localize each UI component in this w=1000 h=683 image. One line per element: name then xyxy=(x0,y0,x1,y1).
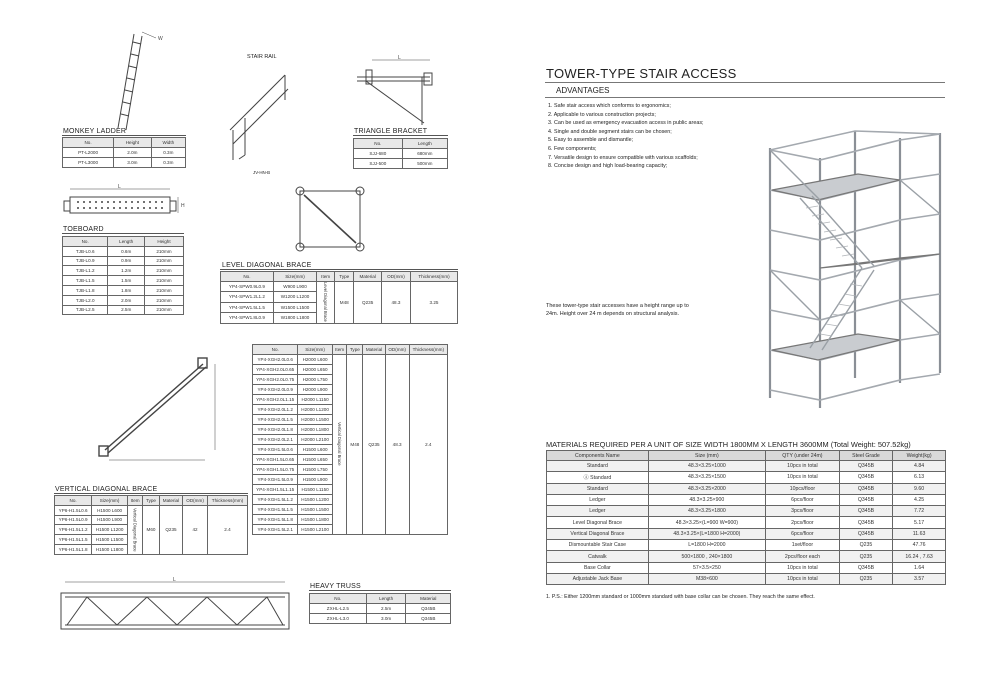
table-row: Base Collar 57×3.5×250 10pcs in total Q345B 1.64 xyxy=(547,562,946,573)
table-row: Standard 48.3×3.25×1000 10pcs in total Q345B 4.84 xyxy=(547,461,946,472)
triangle-bracket-drawing xyxy=(352,55,442,130)
stair-rail-code: JV-HN-B xyxy=(253,170,271,175)
heavy-truss-table: No. Length Material ZXHL-L2.5 2.5m Q345B ZXHL-L3.0 3.0m Q345B xyxy=(309,593,451,624)
toeboard-label: TOEBOARD xyxy=(63,226,104,233)
toeboard-l-label: L xyxy=(118,184,121,190)
advantages-label: ADVANTAGES xyxy=(556,86,610,95)
level-diagonal-label: LEVEL DIAGONAL BRACE xyxy=(222,262,312,269)
level-diagonal-table: No. Size(mm) Item Type Material OD(mm) Thickness(mm) YP4-SPW0.9L0.9 W900 L900 Level Diagonal Brace M48 Q235 48.3 3.25 YP4-SPW1.2L1.2 W1200 L1200 YP4-SPW1.5L1.5 W1500 L1500 YP4-SPW1.8L0.9 W1800 L1800 xyxy=(220,271,458,324)
triangle-bracket-label: TRIANGLE BRACKET xyxy=(354,128,428,135)
monkey-ladder-label: MONKEY LADDER xyxy=(63,128,127,135)
table-row: Standard 48.3×3.25×2000 10pcs/floor Q345B 9.60 xyxy=(547,483,946,494)
table-row: Level Diagonal Brace 48.3×3.25×(L=900 W=900) 2pcs/floor Q345B 5.17 xyxy=(547,517,946,528)
advantage-item: 7. Versatile design to ensure compatible with various scaffolds; xyxy=(548,154,698,161)
monkey-ladder-table: No. Height Width PT-L2000 2.0m 0.3m PT-L3000 3.0m 0.3m xyxy=(62,137,186,168)
ladder-w-label: W xyxy=(158,36,163,42)
advantage-item: 8. Concise design and high load-bearing capacity; xyxy=(548,163,668,170)
table-row: Ledger 48.3×3.25×900 6pcs/floor Q345B 4.25 xyxy=(547,494,946,505)
table-row: Adjustable Jack Base M38×600 10pcs in total Q235 3.57 xyxy=(547,573,946,584)
tower-scaffold-image xyxy=(750,128,950,413)
toeboard-drawing xyxy=(62,183,192,223)
vertical-diagonal-table: No. Size(mm) Item Type Material OD(mm) Thickness(mm) YP6-H1.5L0.6 H1500 L600 Vertical Diagonal Brace M60 Q235 42 2.4 YP6-H1.5L0.9 H1500 L900 YP6-H1.5L1.2 H1500 L1200 YP6-H1.5L1.5 H1500 L1500 YP6-H1.5L1.8 H1500 L1800 xyxy=(54,495,248,555)
level-diagonal-drawing xyxy=(290,183,370,255)
vertical-diagonal-big-table: No. Size(mm) Item Type Material OD(mm) Thickness(mm) YP4-XGH2.0L0.6 H2000 L600 Vertical Diagonal Brace M48 Q235 48.3 2.4 YP4-XGH2.0L0.65 H2000 L650 YP4-XGH2.0L0.75 H2000 L750 YP4-XGH2.0L0.9 H2000 L900 YP4-XGH2.0L1.15 H2000 L1150 YP4-XGH2.0L1.2 H2000 L1200 YP4-XGH2.0L1.5 H2000 L1500 YP4-XGH2.0L1.8 H2000 L1800 YP4-XGH2.0L2.1 H2000 L2100 YP4-XGH1.5L0.6 H1500 L600 YP4-XGH1.5L0.65 H1500 L650 YP4-XGH1.5L0.75 H1500 L750 YP4-XGH1.5L0.9 H1500 L900 YP4-XGH1.5L1.15 H1500 L1150 YP4-XGH1.5L1.2 H1500 L1200 YP4-XGH1.5L1.5 H1500 L1500 YP4-XGH1.5L1.8 H1500 L1800 YP4-XGH1.5L2.1 H1500 L2100 xyxy=(252,344,448,535)
toeboard-table: No. Length Height TJB-L0.6 0.6m 210mm TJB-L0.9 0.9m 210mm TJB-L1.2 1.2m 210mm TJB-L1.5 1.5m 210mm TJB-L1.8 1.8m 210mm TJB-L2.0 2.0m 210mm TJB-L2.5 2.5m 210mm xyxy=(62,236,184,315)
triangle-bracket-table: No. Length SJJ-680 680mm SJJ-500 500mm xyxy=(353,138,448,169)
advantage-item: 4. Single and double segment stairs can be chosen; xyxy=(548,128,672,135)
materials-table: Components Name Size (mm) QTY (under 24m) Steel Grade Weight(kg) Standard 48.3×3.25×1000 10pcs in total Q345B 4.84 Ⓐ Standard 48.3×3.25×1500 10pcs in total Q345B 6.13 Standard 48.3×3.25×2000 10pcs/floor Q345B 9.60 Ledger 48.3×3.25×900 6pcs/floor Q345B 4.25 Ledger 48.3×3.25×1800 3pcs/floor Q345B 7.72 Level Diagonal Brace 48.3×3.25×(L=900 W=900) 2pcs/floor Q345B 5.17 Vertical Diagonal Brace 48.3×3.25×(L=1800 H=2000) 6pcs/floor Q345B 11.63 Dismountable Stair Case L=1800 H=2000 1set/floor Q235 47.76 Catwalk 500×1800 , 240×1800 2pcs/floor each Q235 16.24 , 7.63 Base Collar 57×3.5×250 10pcs in total Q345B 1.64 Adjustable Jack Base M38×600 10pcs in total Q235 3.57 xyxy=(546,450,946,585)
monkey-ladder-drawing xyxy=(112,28,172,133)
materials-title: MATERIALS REQUIRED PER A UNIT OF SIZE WIDTH 1800MM X LENGTH 3600MM (Total Weight: 507.52kg) xyxy=(546,440,911,449)
table-row: Ⓐ Standard 48.3×3.25×1500 10pcs in total Q345B 6.13 xyxy=(547,472,946,483)
footnote: 1. P.S.: Either 1200mm standard or 1000mm standard with base collar can be chosen. They reach the same effect. xyxy=(546,594,815,600)
height-note: These tower-type stair accesses have a height range up to 24m. Height over 24 m depends on structural analysis. xyxy=(546,303,689,317)
truss-l-label: L xyxy=(173,577,176,583)
advantage-item: 3. Can be used as emergency evacuation access in public areas; xyxy=(548,120,704,127)
table-row: Vertical Diagonal Brace 48.3×3.25×(L=1800 H=2000) 6pcs/floor Q345B 11.63 xyxy=(547,528,946,539)
bracket-l-label: L xyxy=(398,55,401,61)
advantage-item: 5. Easy to assemble and dismantle; xyxy=(548,137,634,144)
table-row: Ledger 48.3×3.25×1800 3pcs/floor Q345B 7.72 xyxy=(547,506,946,517)
page-title: TOWER-TYPE STAIR ACCESS xyxy=(546,66,737,81)
vertical-diagonal-drawing xyxy=(95,350,235,465)
table-row: Catwalk 500×1800 , 240×1800 2pcs/floor each Q235 16.24 , 7.63 xyxy=(547,551,946,562)
advantages-list xyxy=(548,102,704,171)
heavy-truss-drawing xyxy=(55,577,295,637)
advantage-item: 2. Applicable to various construction projects; xyxy=(548,111,656,118)
table-row: Dismountable Stair Case L=1800 H=2000 1set/floor Q235 47.76 xyxy=(547,540,946,551)
advantage-item: 6. Few components; xyxy=(548,145,597,152)
stair-rail-drawing xyxy=(225,60,305,165)
stair-rail-label: STAIR RAIL xyxy=(247,54,277,60)
vertical-diagonal-label: VERTICAL DIAGONAL BRACE xyxy=(55,486,158,493)
toeboard-h-label: H xyxy=(181,203,185,209)
heavy-truss-label: HEAVY TRUSS xyxy=(310,583,361,590)
advantage-item: 1. Safe stair access which conforms to ergonomics; xyxy=(548,103,671,109)
